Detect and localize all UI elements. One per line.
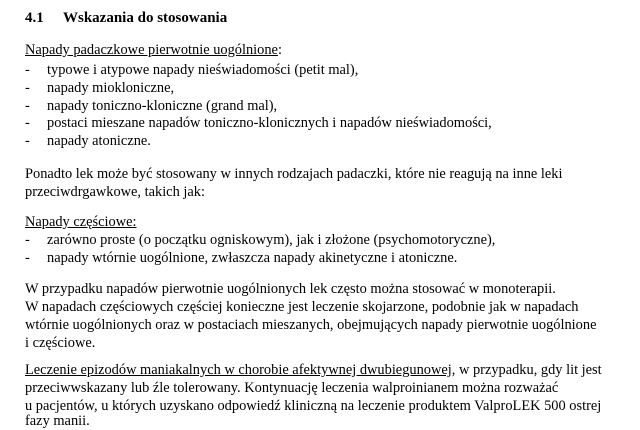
mania-line-4: fazy manii.: [25, 413, 90, 429]
list-item-text: napady atoniczne.: [47, 133, 151, 149]
other-types-line-1: Ponadto lek może być stosowany w innych rodzajach padaczki, które nie reagują na inne leki: [25, 166, 563, 182]
list-item-text: napady toniczno-kloniczne (grand mal),: [47, 98, 278, 114]
other-types-line-2: przeciwdrgawkowe, takich jak:: [25, 184, 205, 200]
list-item-text: napady miokloniczne,: [47, 80, 175, 96]
list-item-text: typowe i atypowe napady nieświadomości (petit mal),: [47, 62, 359, 78]
generalized-heading: Napady padaczkowe pierwotnie uogólnione: [25, 42, 278, 58]
list-dash: -: [25, 133, 30, 149]
mania-heading: Leczenie epizodów maniakalnych w chorobie afektywnej dwubiegunowej: [25, 362, 452, 378]
list-dash: -: [25, 232, 30, 248]
therapy-line-1: W przypadku napadów pierwotnie uogólnionych lek często można stosować w monoterapii.: [25, 281, 556, 297]
generalized-heading-colon: :: [277, 42, 282, 58]
therapy-line-3: wtórnie uogólnionych oraz w postaciach mieszanych, obejmujących napady pierwotnie uogólnione: [25, 317, 597, 333]
generalized-heading-line: [25, 41, 282, 59]
list-item-text: postaci mieszane napadów toniczno-klonicznych i napadów nieświadomości,: [47, 115, 492, 131]
section-title: Wskazania do stosowania: [63, 10, 228, 26]
list-item-text: zarówno proste (o początku ogniskowym), jak i złożone (psychomotoryczne),: [47, 232, 496, 248]
partial-heading: Napady częściowe:: [25, 214, 137, 230]
list-dash: -: [25, 62, 30, 78]
section-number: 4.1: [25, 10, 44, 26]
list-item: [25, 114, 492, 132]
therapy-line-4: i częściowe.: [25, 335, 96, 351]
list-item: [25, 132, 151, 150]
mania-line-1-rest: , w przypadku, gdy lit jest: [451, 362, 602, 378]
mania-line-2: przeciwwskazany lub źle tolerowany. Kontynuację leczenia walproinianem można rozważać: [25, 380, 559, 396]
list-dash: -: [25, 80, 30, 96]
section-heading: [25, 8, 227, 28]
list-dash: -: [25, 115, 30, 131]
mania-line-3: u pacjentów, u których uzyskano odpowiedź kliniczną na leczenie produktem ValproLEK 500 ostrej: [25, 398, 602, 414]
list-item: [25, 249, 457, 267]
list-item: [25, 97, 277, 115]
therapy-line-2: W napadach częściowych częściej konieczne jest leczenie skojarzone, podobnie jak w napadach: [25, 299, 579, 315]
list-item-text: napady wtórnie uogólnione, zwłaszcza napady akinetyczne i atoniczne.: [47, 250, 458, 266]
partial-heading-line: [25, 213, 136, 231]
list-item: [25, 231, 495, 249]
list-dash: -: [25, 98, 30, 114]
mania-line-1: [25, 361, 602, 379]
list-item: [25, 61, 358, 79]
list-dash: -: [25, 250, 30, 266]
list-item: [25, 79, 174, 97]
